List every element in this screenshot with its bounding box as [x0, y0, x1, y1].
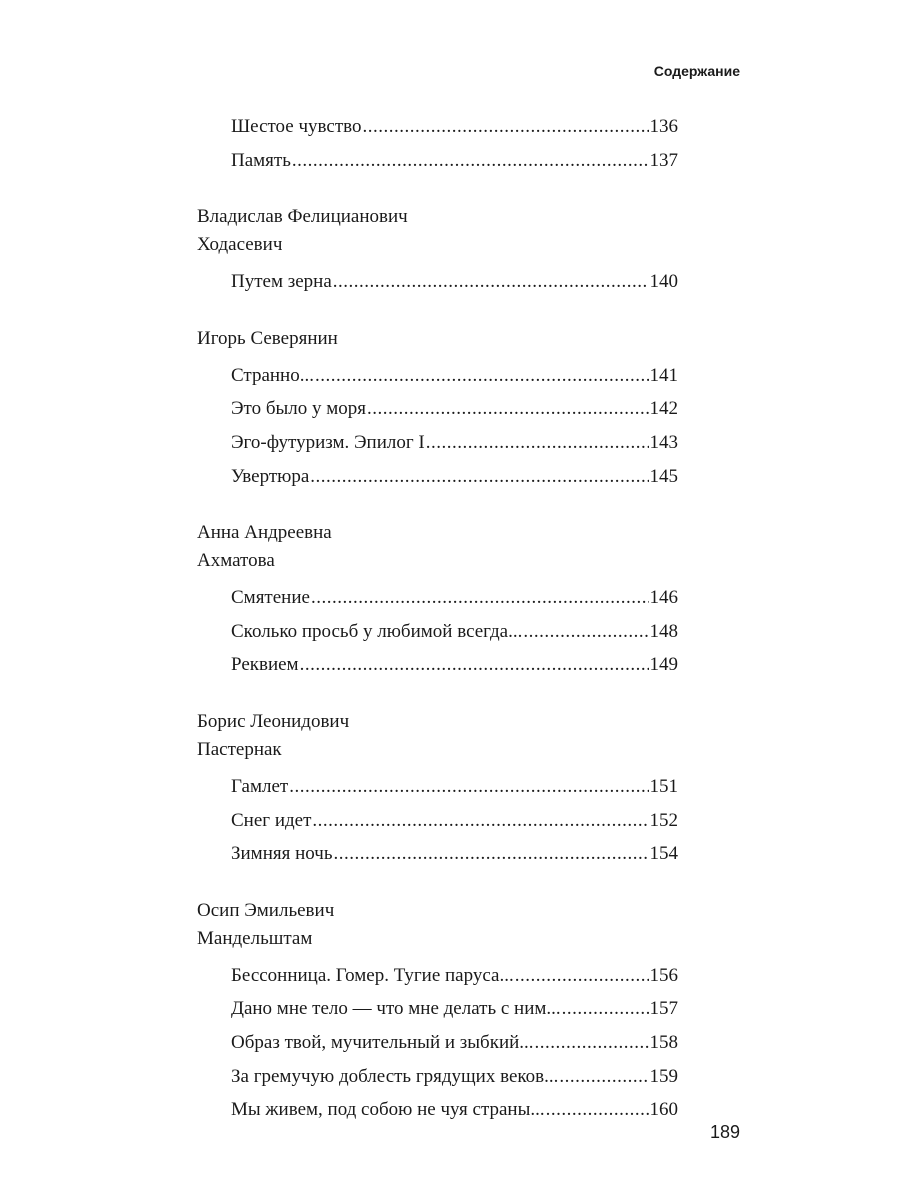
author-name: Анна Андреевна: [197, 522, 332, 544]
running-head: Содержание: [653, 63, 740, 79]
dot-leader: [535, 1026, 649, 1060]
toc-entry: [197, 1026, 678, 1060]
entry-page-number: 137: [649, 149, 678, 171]
entry-page-number: 146: [649, 587, 678, 609]
entry-page-number: 140: [649, 271, 678, 293]
entry-page-number: 141: [649, 364, 678, 386]
entry-title: Гамлет: [231, 775, 289, 797]
entry-list: [197, 359, 678, 493]
toc-entry: [197, 837, 678, 871]
entry-title: Смятение: [231, 587, 310, 609]
entry-list: [197, 959, 678, 1127]
dot-leader: [292, 144, 649, 178]
author-name: Ахматова: [197, 550, 275, 572]
toc-section: [197, 325, 678, 493]
author-name: Осип Эмильевич: [197, 899, 335, 921]
entry-title: Память: [231, 149, 291, 171]
toc-entry: [197, 770, 678, 804]
entry-title: Это было у моря: [231, 398, 367, 420]
toc-entry: [197, 1060, 678, 1094]
toc-entry: [197, 959, 678, 993]
entry-title: Шестое чувство: [231, 116, 362, 137]
entry-title: Странно...: [231, 364, 314, 386]
dot-leader: [289, 770, 648, 804]
author-name: Ходасевич: [197, 234, 283, 256]
entry-page-number: 157: [649, 998, 678, 1020]
dot-leader: [523, 615, 648, 649]
toc-entry: [197, 359, 678, 393]
entry-page-number: 151: [649, 775, 678, 797]
toc-entry: [197, 144, 678, 178]
dot-leader: [367, 392, 648, 426]
entry-list: [197, 581, 678, 682]
author-name: Мандельштам: [197, 927, 313, 949]
entry-title: Бессонница. Гомер. Тугие паруса...: [231, 964, 514, 986]
entry-title: Увертюра: [231, 465, 310, 487]
entry-page-number: 143: [649, 431, 678, 453]
entry-page-number: 160: [649, 1099, 678, 1121]
toc-entry: [197, 460, 678, 494]
dot-leader: [546, 1093, 649, 1127]
toc-entry: [197, 392, 678, 426]
entry-title: Образ твой, мучительный и зыбкий...: [231, 1031, 534, 1053]
author-name: Игорь Северянин: [197, 327, 338, 349]
dot-leader: [300, 648, 649, 682]
entry-title: За гремучую доблесть грядущих веков...: [231, 1065, 559, 1087]
dot-leader: [334, 837, 649, 871]
dot-leader: [515, 959, 649, 993]
entry-title: Зимняя ночь: [231, 843, 333, 865]
toc-entry: [197, 110, 678, 144]
toc-entry: [197, 804, 678, 838]
entry-page-number: 154: [649, 843, 678, 865]
toc-section: [197, 708, 678, 871]
entry-title: Реквием: [231, 654, 299, 676]
entry-title: Эго-футуризм. Эпилог I: [231, 431, 425, 453]
toc-entry: [197, 426, 678, 460]
author-name: Владислав Фелицианович: [197, 206, 408, 228]
dot-leader: [333, 265, 649, 299]
entry-page-number: 158: [649, 1031, 678, 1053]
toc-entry: [197, 581, 678, 615]
dot-leader: [426, 426, 649, 460]
table-of-contents: [197, 110, 678, 1153]
author-name: Борис Леонидович: [197, 710, 350, 732]
toc-section: [197, 519, 678, 682]
entry-title: Путем зерна: [231, 271, 332, 293]
toc-section: [197, 897, 678, 1127]
toc-entry: [197, 648, 678, 682]
dot-leader: [562, 992, 649, 1026]
dot-leader: [362, 110, 648, 144]
entry-list: [197, 770, 678, 871]
entry-title: Мы живем, под собою не чуя страны...: [231, 1099, 545, 1121]
toc-section: [197, 203, 678, 299]
toc-entry: [197, 992, 678, 1026]
entry-page-number: 159: [649, 1065, 678, 1087]
entry-title: Дано мне тело — что мне делать с ним...: [231, 998, 561, 1020]
entry-page-number: 149: [649, 654, 678, 676]
dot-leader: [559, 1060, 648, 1094]
entry-page-number: 145: [649, 465, 678, 487]
toc-entry: [197, 1093, 678, 1127]
entry-page-number: 156: [649, 964, 678, 986]
toc-entry: [197, 265, 678, 299]
dot-leader: [310, 460, 648, 494]
dot-leader: [315, 359, 649, 393]
entry-list: [197, 110, 678, 177]
entry-page-number: 136: [649, 116, 678, 137]
toc-section: [197, 110, 678, 177]
page-number: 189: [709, 1122, 740, 1142]
entry-title: Снег идет: [231, 809, 312, 831]
dot-leader: [312, 804, 648, 838]
entry-page-number: 148: [649, 620, 678, 642]
dot-leader: [311, 581, 649, 615]
author-name: Пастернак: [197, 738, 282, 760]
toc-entry: [197, 615, 678, 649]
entry-page-number: 152: [649, 809, 678, 831]
entry-title: Сколько просьб у любимой всегда...: [231, 620, 523, 642]
entry-list: [197, 265, 678, 299]
entry-page-number: 142: [649, 398, 678, 420]
